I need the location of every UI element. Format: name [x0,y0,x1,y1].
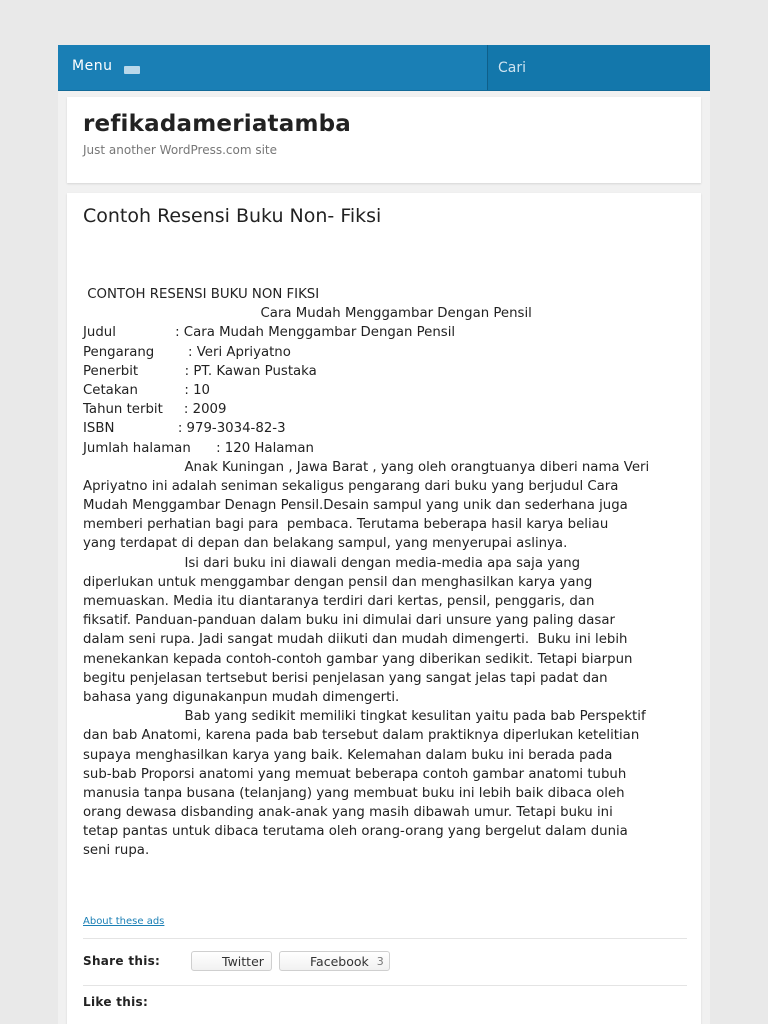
post-text-line: fiksatif. Panduan-panduan dalam buku ini dimulai dari unsure yang paling dasar [83,613,615,629]
post-text-line: yang terdapat di depan dan belakang sampul, yang menyerupai aslinya. [83,536,568,552]
top-navigation-bar [58,45,710,91]
about-ads-link[interactable]: About these ads [83,916,165,927]
search-input[interactable] [488,45,710,90]
post-text-line: ISBN : 979-3034-82-3 [83,421,286,437]
post-text-line: memberi perhatian bagi para pembaca. Terutama beberapa hasil karya beliau [83,517,609,533]
share-section [83,938,687,986]
site-description: Just another WordPress.com site [83,143,278,157]
post-text-line: Anak Kuningan , Jawa Barat , yang oleh orangtuanya diberi nama Veri [83,459,650,475]
twitter-icon [202,955,216,967]
post-text-line: Pengarang : Veri Apriyatno [83,344,291,360]
post-text-line: Mudah Menggambar Denagn Pensil.Desain sampul yang unik dan sederhana juga [83,498,628,514]
facebook-icon [290,955,304,967]
facebook-share-count: 3 [376,954,384,968]
post-text-line: Judul : Cara Mudah Menggambar Dengan Pensil [83,325,456,341]
like-label: Like this: [83,995,149,1009]
post-text-line: menekankan kepada contoh-contoh gambar yang diberikan sedikit. Tetapi biarpun [83,651,633,667]
post-title[interactable]: Contoh Resensi Buku Non- Fiksi [83,205,382,227]
post-text-line: Apriyatno ini adalah seniman sekaligus pengarang dari buku yang berjudul Cara [83,478,619,494]
post-text-line: Tahun terbit : 2009 [83,402,227,418]
facebook-label: Facebook [310,953,369,969]
twitter-label: Twitter [222,953,264,969]
post-text-line: Cetakan : 10 [83,382,210,398]
post-article [67,193,701,1024]
search-placeholder: Cari [498,59,526,76]
menu-icon [124,66,140,74]
menu-button[interactable] [58,45,487,90]
facebook-share-button[interactable] [279,951,390,971]
post-text-line: tetap pantas untuk dibaca terutama oleh orang-orang yang bergelut dalam dunia [83,824,628,840]
post-text-line: dalam seni rupa. Jadi sangat mudah diikuti dan mudah dimengerti. Buku ini lebih [83,632,628,648]
post-text-line: supaya menghasilkan karya yang baik. Kelemahan dalam buku ini berada pada [83,747,613,763]
post-text-line: Jumlah halaman : 120 Halaman [83,440,314,456]
site-title[interactable]: refikadameriatamba [83,111,352,137]
post-text-line: manusia tanpa busana (telanjang) yang membuat buku ini lebih baik dibaca oleh [83,785,625,801]
post-text-line: orang dewasa disbanding anak-anak yang masih dibawah umur. Tetapi buku ini [83,805,613,821]
post-text-line: sub-bab Proporsi anatomi yang memuat beberapa contoh gambar anatomi tubuh [83,766,627,782]
post-text-line: seni rupa. [83,843,150,859]
post-text-line: dan bab Anatomi, karena pada bab tersebut dalam praktiknya diperlukan ketelitian [83,728,640,744]
post-text-line: bahasa yang digunakanpun mudah dimengerti. [83,689,400,705]
post-text-line: begitu penjelasan tertsebut berisi penjelasan yang sangat jelas tapi padat dan [83,670,608,686]
site-header [67,97,701,183]
site-container [58,45,710,1024]
post-text-line: diperlukan untuk menggambar dengan pensil dan menghasilkan karya yang [83,574,593,590]
share-label: Share this: [83,954,161,968]
post-text-line: Bab yang sedikit memiliki tingkat kesulitan yaitu pada bab Perspektif [83,709,646,725]
post-text-line: Isi dari buku ini diawali dengan media-media apa saja yang [83,555,581,571]
twitter-share-button[interactable] [191,951,272,971]
menu-label: Menu [72,57,113,74]
post-text-line: Cara Mudah Menggambar Dengan Pensil [83,306,532,322]
post-text-line: Penerbit : PT. Kawan Pustaka [83,363,317,379]
post-text-line: memuaskan. Media itu diantaranya terdiri dari kertas, pensil, penggaris, dan [83,594,595,609]
post-content [83,285,687,861]
post-text-line: CONTOH RESENSI BUKU NON FIKSI [83,287,320,302]
